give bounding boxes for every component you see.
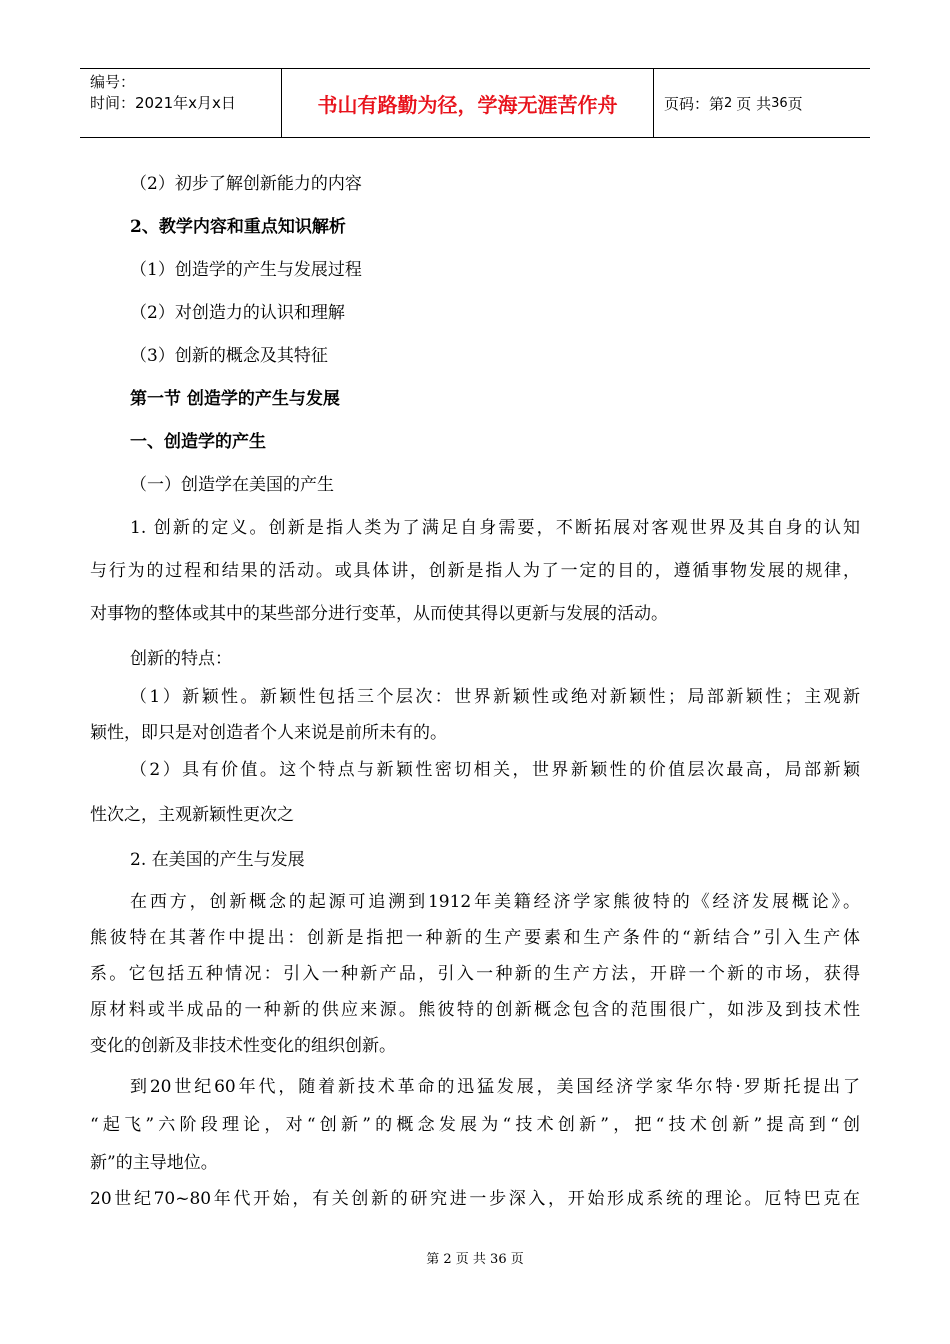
page-mid: 页 共 bbox=[736, 94, 772, 113]
paragraph-line: 在西方，创新概念的起源可追溯到1912年美籍经济学家熊彼特的《经济发展概论》。 bbox=[130, 892, 860, 912]
paragraph-line: 颖性，即只是对创造者个人来说是前所未有的。 bbox=[90, 723, 447, 743]
header-left-cell bbox=[80, 69, 282, 137]
section-heading: 2、教学内容和重点知识解析 bbox=[130, 217, 346, 237]
page-total: 36 bbox=[771, 95, 788, 111]
section-heading: 一、创造学的产生 bbox=[130, 432, 266, 452]
paragraph-line: 性次之，主观新颖性更次之 bbox=[90, 805, 294, 825]
paragraph-line: （2）具有价值。这个特点与新颖性密切相关，世界新颖性的价值层次最高，局部新颖 bbox=[130, 760, 860, 780]
page-header bbox=[80, 68, 870, 138]
paragraph-line: 原材料或半成品的一种新的供应来源。熊彼特的创新概念包含的范围很广，如涉及到技术性 bbox=[90, 1000, 860, 1020]
list-item: （1）创造学的产生与发展过程 bbox=[130, 260, 362, 280]
paragraph-line: “起飞”六阶段理论，对“创新”的概念发展为“技术创新”，把“技术创新”提高到“创 bbox=[90, 1115, 860, 1135]
paragraph-line: 1. 创新的定义。创新是指人类为了满足自身需要，不断拓展对客观世界及其自身的认知 bbox=[130, 518, 860, 538]
list-item: （3）创新的概念及其特征 bbox=[130, 346, 328, 366]
document-number-label: 编号： bbox=[90, 73, 136, 91]
paragraph-line: 变化的创新及非技术性变化的组织创新。 bbox=[90, 1036, 396, 1056]
list-item: （2）初步了解创新能力的内容 bbox=[130, 174, 362, 194]
subsection-heading: （一）创造学在美国的产生 bbox=[130, 475, 334, 495]
paragraph-line: 与行为的过程和结果的活动。或具体讲，创新是指人为了一定的目的，遵循事物发展的规律， bbox=[90, 561, 860, 581]
page-number: 2 bbox=[724, 95, 733, 111]
header-motto: 书山有路勤为径，学海无涯苦作舟 bbox=[282, 69, 654, 137]
paragraph-line: 2. 在美国的产生与发展 bbox=[130, 850, 305, 870]
page-footer: 第 2 页 共 36 页 bbox=[426, 1252, 524, 1267]
paragraph-line: （1）新颖性。新颖性包括三个层次：世界新颖性或绝对新颖性；局部新颖性；主观新 bbox=[130, 687, 860, 707]
paragraph-line: 创新的特点： bbox=[130, 649, 232, 669]
page-prefix: 页码：第 bbox=[664, 94, 725, 113]
paragraph-line: 系。它包括五种情况：引入一种新产品，引入一种新的生产方法，开辟一个新的市场，获得 bbox=[90, 964, 860, 984]
paragraph-line: 20世纪70~80年代开始，有关创新的研究进一步深入，开始形成系统的理论。厄特巴克在 bbox=[90, 1189, 860, 1209]
header-page-info bbox=[654, 69, 870, 137]
list-item: （2）对创造力的认识和理解 bbox=[130, 303, 345, 323]
document-date: 时间：2021年x月x日 bbox=[90, 94, 236, 112]
section-heading: 第一节 创造学的产生与发展 bbox=[130, 389, 340, 409]
paragraph-line: 到20世纪60年代，随着新技术革命的迅猛发展，美国经济学家华尔特·罗斯托提出了 bbox=[130, 1077, 860, 1097]
page-suffix: 页 bbox=[787, 94, 803, 113]
paragraph-line: 对事物的整体或其中的某些部分进行变革，从而使其得以更新与发展的活动。 bbox=[90, 604, 668, 624]
paragraph-line: 熊彼特在其著作中提出：创新是指把一种新的生产要素和生产条件的“新结合”引入生产体 bbox=[90, 928, 860, 948]
paragraph-line: 新”的主导地位。 bbox=[90, 1153, 218, 1173]
